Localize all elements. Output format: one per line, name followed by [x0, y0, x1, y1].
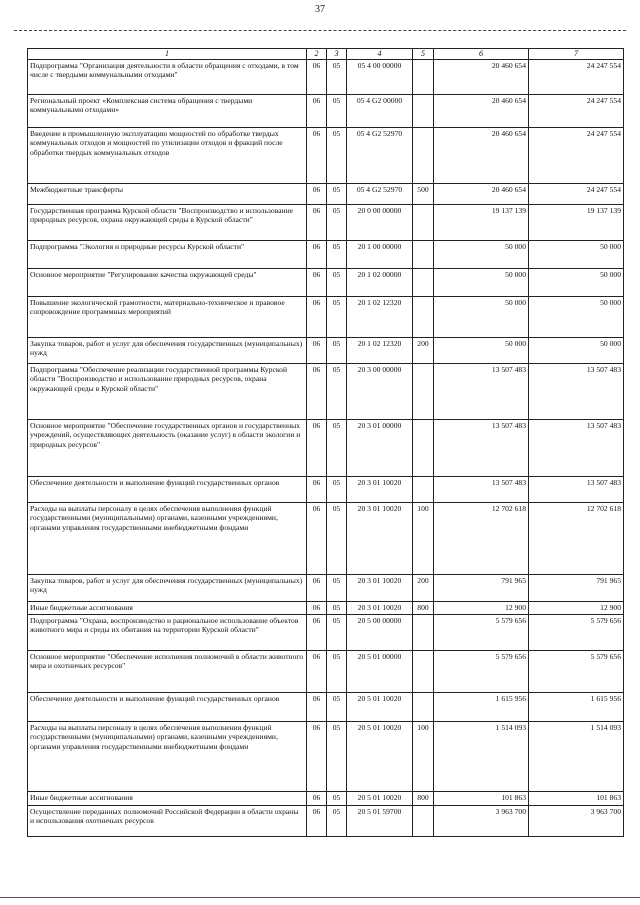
row-amount-year2: 3 963 700	[529, 805, 624, 836]
row-expense-type	[413, 476, 434, 502]
table-row	[28, 721, 624, 791]
row-section: 06	[307, 94, 327, 127]
table-row	[28, 204, 624, 240]
row-target-article: 20 3 01 10020	[347, 574, 413, 601]
row-target-article: 20 5 01 59700	[347, 805, 413, 836]
table-row	[28, 574, 624, 601]
row-section: 06	[307, 59, 327, 94]
row-subsection: 05	[327, 240, 347, 268]
row-name: Подпрограмма "Охрана, воспроизводство и рациональное использование объектов животного мира и среды их обитания на территории Курской области"	[28, 614, 307, 650]
row-amount-year2: 24 247 554	[529, 59, 624, 94]
row-expense-type: 500	[413, 183, 434, 204]
row-expense-type: 800	[413, 791, 434, 805]
row-subsection: 05	[327, 805, 347, 836]
header-col-3: 3	[327, 49, 347, 60]
row-amount-year1: 50 000	[434, 268, 529, 296]
table-header-row	[28, 49, 624, 60]
row-target-article: 20 3 01 10020	[347, 476, 413, 502]
top-divider	[14, 30, 626, 31]
table-row	[28, 614, 624, 650]
row-target-article: 20 1 00 00000	[347, 240, 413, 268]
header-col-1: 1	[28, 49, 307, 60]
row-name: Государственная программа Курской области "Воспроизводство и использование природных ресурсов, охрана окружающей среды в Курской области"	[28, 204, 307, 240]
row-section: 06	[307, 791, 327, 805]
row-amount-year2: 1 615 956	[529, 692, 624, 721]
row-expense-type	[413, 650, 434, 692]
row-expense-type	[413, 614, 434, 650]
row-target-article: 05 4 G2 52970	[347, 183, 413, 204]
table-row	[28, 502, 624, 574]
row-amount-year2: 24 247 554	[529, 127, 624, 183]
row-section: 06	[307, 692, 327, 721]
row-target-article: 20 3 01 00000	[347, 419, 413, 476]
row-amount-year2: 13 507 483	[529, 419, 624, 476]
row-subsection: 05	[327, 337, 347, 363]
row-subsection: 05	[327, 476, 347, 502]
row-section: 06	[307, 805, 327, 836]
row-expense-type	[413, 419, 434, 476]
row-subsection: 05	[327, 59, 347, 94]
row-amount-year1: 50 000	[434, 240, 529, 268]
row-subsection: 05	[327, 721, 347, 791]
row-section: 06	[307, 419, 327, 476]
row-amount-year1: 5 579 656	[434, 614, 529, 650]
row-expense-type: 100	[413, 502, 434, 574]
row-target-article: 20 0 00 00000	[347, 204, 413, 240]
row-amount-year2: 50 000	[529, 268, 624, 296]
row-name: Основное мероприятие "Обеспечение исполнения полномочий в области животного мира и охотничьих ресурсов"	[28, 650, 307, 692]
table-row	[28, 268, 624, 296]
row-amount-year2: 24 247 554	[529, 183, 624, 204]
row-target-article: 05 4 G2 52970	[347, 127, 413, 183]
row-section: 06	[307, 337, 327, 363]
row-amount-year2: 12 900	[529, 601, 624, 614]
row-section: 06	[307, 240, 327, 268]
row-section: 06	[307, 650, 327, 692]
row-name: Расходы на выплаты персоналу в целях обеспечения выполнения функций государственными (муниципальными) органами, казенными учреждениями, органами управления государственными внебюджетными фондами	[28, 721, 307, 791]
row-subsection: 05	[327, 502, 347, 574]
table-row	[28, 650, 624, 692]
row-subsection: 05	[327, 791, 347, 805]
row-amount-year1: 13 507 483	[434, 419, 529, 476]
row-amount-year2: 19 137 139	[529, 204, 624, 240]
row-amount-year1: 20 460 654	[434, 94, 529, 127]
row-section: 06	[307, 363, 327, 419]
row-name: Введение в промышленную эксплуатацию мощностей по обработке твердых коммунальных отходов и мощностей по утилизации отходов и фракций после обработки твердых коммунальных отходов	[28, 127, 307, 183]
row-section: 06	[307, 601, 327, 614]
header-col-4: 4	[347, 49, 413, 60]
row-subsection: 05	[327, 94, 347, 127]
row-subsection: 05	[327, 296, 347, 337]
row-subsection: 05	[327, 268, 347, 296]
row-section: 06	[307, 268, 327, 296]
table-body	[28, 59, 624, 836]
row-section: 06	[307, 296, 327, 337]
row-name: Осуществление переданных полномочий Российской Федерации в области охраны и использования охотничьих ресурсов	[28, 805, 307, 836]
row-expense-type: 200	[413, 337, 434, 363]
row-expense-type: 100	[413, 721, 434, 791]
table-row	[28, 363, 624, 419]
row-name: Межбюджетные трансферты	[28, 183, 307, 204]
row-section: 06	[307, 614, 327, 650]
row-name: Основное мероприятие "Регулирование качества окружающей среды"	[28, 268, 307, 296]
row-amount-year1: 50 000	[434, 296, 529, 337]
row-section: 06	[307, 502, 327, 574]
row-expense-type	[413, 94, 434, 127]
row-subsection: 05	[327, 419, 347, 476]
header-col-7: 7	[529, 49, 624, 60]
row-subsection: 05	[327, 183, 347, 204]
row-subsection: 05	[327, 204, 347, 240]
row-expense-type	[413, 692, 434, 721]
row-amount-year1: 19 137 139	[434, 204, 529, 240]
row-amount-year2: 13 507 483	[529, 363, 624, 419]
row-target-article: 20 5 01 10020	[347, 721, 413, 791]
row-amount-year1: 50 000	[434, 337, 529, 363]
row-subsection: 05	[327, 650, 347, 692]
row-amount-year2: 24 247 554	[529, 94, 624, 127]
bottom-divider	[0, 897, 640, 898]
row-subsection: 05	[327, 127, 347, 183]
row-expense-type	[413, 363, 434, 419]
row-amount-year2: 791 965	[529, 574, 624, 601]
row-amount-year2: 5 579 656	[529, 650, 624, 692]
table-row	[28, 59, 624, 94]
row-section: 06	[307, 127, 327, 183]
row-amount-year2: 1 514 093	[529, 721, 624, 791]
row-subsection: 05	[327, 601, 347, 614]
row-amount-year1: 5 579 656	[434, 650, 529, 692]
row-name: Подпрограмма "Экология и природные ресурсы Курской области"	[28, 240, 307, 268]
table-row	[28, 183, 624, 204]
row-expense-type	[413, 296, 434, 337]
row-amount-year2: 50 000	[529, 240, 624, 268]
table-row	[28, 240, 624, 268]
row-amount-year2: 12 702 618	[529, 502, 624, 574]
row-target-article: 20 3 00 00000	[347, 363, 413, 419]
row-name: Обеспечение деятельности и выполнение функций государственных органов	[28, 692, 307, 721]
row-amount-year1: 3 963 700	[434, 805, 529, 836]
row-expense-type	[413, 204, 434, 240]
header-col-2: 2	[307, 49, 327, 60]
table-row	[28, 692, 624, 721]
row-name: Обеспечение деятельности и выполнение функций государственных органов	[28, 476, 307, 502]
row-amount-year2: 5 579 656	[529, 614, 624, 650]
row-amount-year1: 12 900	[434, 601, 529, 614]
row-target-article: 20 5 00 00000	[347, 614, 413, 650]
row-amount-year1: 13 507 483	[434, 363, 529, 419]
table-row	[28, 805, 624, 836]
row-section: 06	[307, 574, 327, 601]
budget-table	[27, 48, 624, 837]
row-expense-type	[413, 240, 434, 268]
row-target-article: 20 3 01 10020	[347, 502, 413, 574]
table-row	[28, 476, 624, 502]
row-expense-type: 800	[413, 601, 434, 614]
row-target-article: 05 4 00 00000	[347, 59, 413, 94]
row-name: Расходы на выплаты персоналу в целях обеспечения выполнения функций государственными (муниципальными) органами, казенными учреждениями, органами управления государственными внебюджетными фондами	[28, 502, 307, 574]
row-name: Иные бюджетные ассигнования	[28, 601, 307, 614]
table-row	[28, 296, 624, 337]
header-col-5: 5	[413, 49, 434, 60]
row-target-article: 20 1 02 00000	[347, 268, 413, 296]
row-target-article: 20 1 02 12320	[347, 296, 413, 337]
table-row	[28, 337, 624, 363]
row-amount-year1: 101 863	[434, 791, 529, 805]
row-amount-year1: 791 965	[434, 574, 529, 601]
row-amount-year2: 50 000	[529, 296, 624, 337]
row-amount-year2: 101 863	[529, 791, 624, 805]
row-section: 06	[307, 721, 327, 791]
table-row	[28, 791, 624, 805]
row-amount-year1: 20 460 654	[434, 183, 529, 204]
row-expense-type	[413, 59, 434, 94]
row-amount-year2: 13 507 483	[529, 476, 624, 502]
table-row	[28, 94, 624, 127]
row-amount-year1: 13 507 483	[434, 476, 529, 502]
header-col-6: 6	[434, 49, 529, 60]
row-name: Подпрограмма "Организация деятельности в области обращения с отходами, в том числе с твердыми коммунальными отходами"	[28, 59, 307, 94]
row-expense-type: 200	[413, 574, 434, 601]
table-row	[28, 419, 624, 476]
row-name: Подпрограмма "Обеспечение реализации государственной программы Курской области "Воспроизводство и использование природных ресурсов, охрана окружающей среды в Курской области"	[28, 363, 307, 419]
row-target-article: 20 5 01 00000	[347, 650, 413, 692]
row-expense-type	[413, 268, 434, 296]
row-section: 06	[307, 476, 327, 502]
row-target-article: 20 1 02 12320	[347, 337, 413, 363]
row-name: Иные бюджетные ассигнования	[28, 791, 307, 805]
row-name: Закупка товаров, работ и услуг для обеспечения государственных (муниципальных) нужд	[28, 337, 307, 363]
row-section: 06	[307, 183, 327, 204]
row-subsection: 05	[327, 363, 347, 419]
row-subsection: 05	[327, 574, 347, 601]
row-amount-year1: 20 460 654	[434, 59, 529, 94]
row-target-article: 20 5 01 10020	[347, 692, 413, 721]
row-target-article: 20 3 01 10020	[347, 601, 413, 614]
row-subsection: 05	[327, 614, 347, 650]
row-amount-year1: 12 702 618	[434, 502, 529, 574]
row-amount-year2: 50 000	[529, 337, 624, 363]
table-row	[28, 127, 624, 183]
row-amount-year1: 20 460 654	[434, 127, 529, 183]
row-section: 06	[307, 204, 327, 240]
table-row	[28, 601, 624, 614]
row-name: Региональный проект «Комплексная система обращения с твердыми коммунальными отходами»	[28, 94, 307, 127]
row-name: Основное мероприятие "Обеспечение государственных органов и государственных учреждений, осуществляющих деятельность (оказание услуг) в области экологии и природных ресурсов"	[28, 419, 307, 476]
row-expense-type	[413, 127, 434, 183]
page-number: 37	[315, 4, 325, 15]
row-amount-year1: 1 615 956	[434, 692, 529, 721]
row-subsection: 05	[327, 692, 347, 721]
row-name: Повышение экологической грамотности, материально-техническое и правовое сопровождение программных мероприятий	[28, 296, 307, 337]
row-expense-type	[413, 805, 434, 836]
row-target-article: 20 5 01 10020	[347, 791, 413, 805]
row-name: Закупка товаров, работ и услуг для обеспечения государственных (муниципальных) нужд	[28, 574, 307, 601]
row-target-article: 05 4 G2 00000	[347, 94, 413, 127]
row-amount-year1: 1 514 093	[434, 721, 529, 791]
